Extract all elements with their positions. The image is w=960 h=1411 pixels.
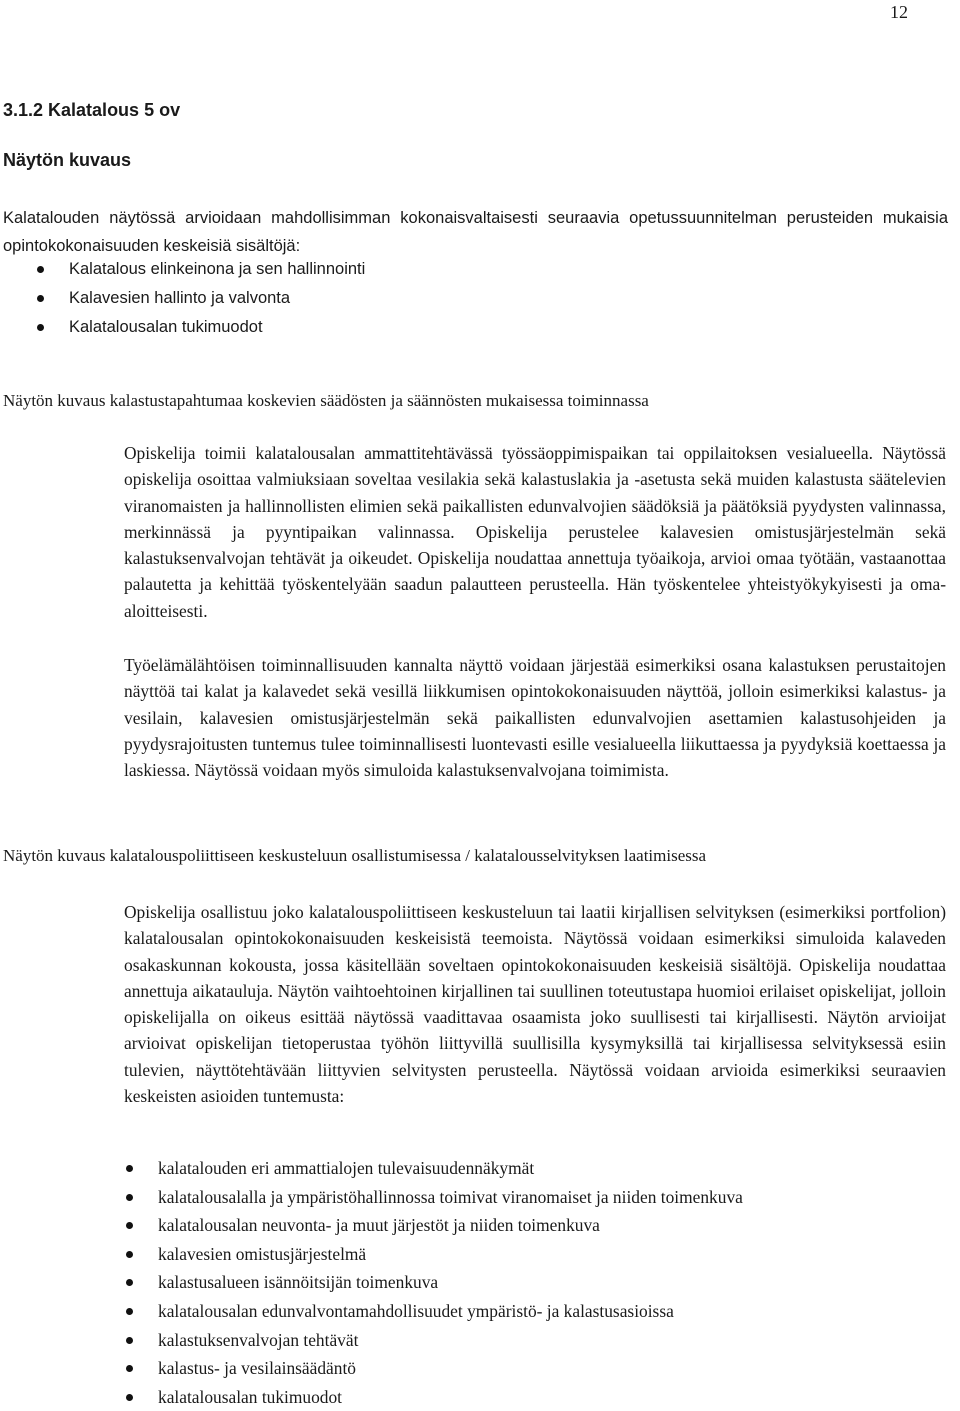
list-item: Kalatalous elinkeinona ja sen hallinnointi (69, 255, 365, 284)
list-item: Kalatalousalan tukimuodot (69, 313, 365, 342)
section-2-body (124, 899, 946, 1109)
list-item: kalatalousalalla ja ympäristöhallinnossa toimivat viranomaiset ja niiden toimenkuva (158, 1183, 743, 1212)
list-item: kalastusalueen isännöitsijän toimenkuva (158, 1268, 743, 1297)
list-item: kalatalousalan neuvonta- ja muut järjestöt ja niiden toimenkuva (158, 1211, 743, 1240)
list-item: kalatalouden eri ammattialojen tulevaisuudennäkymät (158, 1154, 743, 1183)
list-item: kalatalousalan tukimuodot (158, 1383, 743, 1411)
section-1-body (124, 440, 946, 784)
list-item: Kalavesien hallinto ja valvonta (69, 284, 365, 313)
page-number: 12 (890, 2, 908, 22)
section-1-title: Näytön kuvaus kalastustapahtumaa koskevien säädösten ja säännösten mukaisessa toiminnassa (3, 391, 649, 410)
section-heading: 3.1.2 Kalatalous 5 ov (3, 100, 181, 120)
subheading: Näytön kuvaus (3, 150, 132, 170)
paragraph: Opiskelija toimii kalatalousalan ammattitehtävässä työssäoppimispaikan tai oppilaitoksen vesialueella. Näytössä opiskelija osoittaa valmiuksiaan soveltaa vesilakia sekä kalastuslakia ja -asetusta sekä muiden kalastusta säätelevien viranomaisten ja hallinnollisten elimien sekä paikallisten edunvalvojien säädöksiä ja päätöksiä pyydysten valinnassa, merkinnässä ja pyyntipaikan valinnassa. Opiskelija perustelee kalavesien omistusjärjestelmän sekä kalastuksenvalvojan tehtävät ja oikeudet. Opiskelija noudattaa annettuja työaikoja, arvioi omaa työtään, vastaanottaa palautetta ja kehittää työskentelyään saadun palautteen perusteella. Hän työskentelee yhteistyökykyisesti ja oma-aloitteisesti. (124, 443, 946, 621)
list-item: kalatalousalan edunvalvontamahdollisuudet ympäristö- ja kalastusasioissa (158, 1297, 743, 1326)
list-item: kalastuksenvalvojan tehtävät (158, 1326, 743, 1355)
section-2-title: Näytön kuvaus kalatalouspoliittiseen keskusteluun osallistumisessa / kalatalousselvityksen laatimisessa (3, 846, 707, 865)
paragraph: Työelämälähtöisen toiminnallisuuden kannalta näyttö voidaan järjestää esimerkiksi osana kalastuksen perustaitojen näyttöä tai kalat ja kalavedet sekä vesillä liikkumisen opintokokonaisuuden näyttöä, jolloin esimerkiksi kalastus- ja vesilain, kalavesien omistusjärjestelmän sekä paikallisten edunvalvojien asettamien kalastusohjeiden ja pyydysrajoitusten tuntemus tulee toiminnallisesti luontevasti esille vesialueella liikuttaessa ja pyydyksiä koettaessa ja laskiessa. Näytössä voidaan myös simuloida kalastuksenvalvojana toimimista. (124, 655, 946, 781)
list-item: kalastus- ja vesilainsäädäntö (158, 1354, 743, 1383)
list-item: kalavesien omistusjärjestelmä (158, 1240, 743, 1269)
paragraph: Opiskelija osallistuu joko kalatalouspoliittiseen keskusteluun tai laatii kirjallisen selvityksen (esimerkiksi portfolion) kalatalousalan opintokokonaisuuden keskeisistä teemoista. Näytössä voidaan esimerkiksi simuloida kalaveden osakaskunnan kokousta, jossa käsitellään soveltaen opintokokonaisuuden keskeisiä sisältöjä. Opiskelija noudattaa annettuja aikatauluja. Näytön vaihtoehtoinen kirjallinen tai suullinen toteutustapa huomioi erilaiset opiskelijat, jolloin opiskelijalla on oikeus esittää näytössä vaadittavaa osaamista joko suullisesti tai kirjallisesti. Näytön arvioijat arvioivat opiskelijan tietoperustaa työhön liittyvillä suullisilla kysymyksillä tai kirjallisessa selvityksessä esiin tulevien, näyttötehtävään liittyvien selvitysten perusteella. Näytössä voidaan arvioida esimerkiksi seuraavien keskeisten asioiden tuntemusta: (124, 902, 946, 1107)
intro-list (69, 255, 365, 342)
topics-list (158, 1154, 743, 1411)
intro-paragraph: Kalatalouden näytössä arvioidaan mahdollisimman kokonaisvaltaisesti seuraavia opetussuunnitelman perusteiden mukaisia opintokokonaisuuden keskeisiä sisältöjä: (3, 209, 948, 255)
